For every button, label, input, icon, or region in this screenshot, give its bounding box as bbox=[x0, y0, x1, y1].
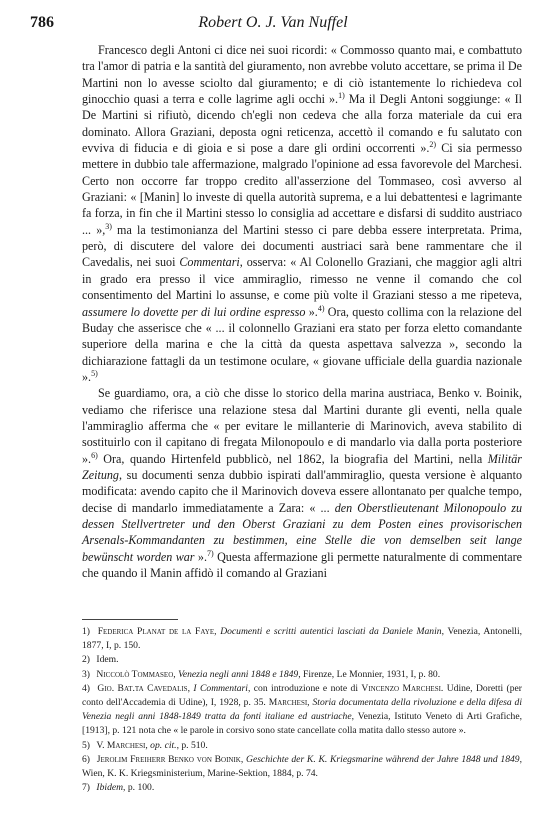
text-run: , su documenti senza dubbio ispirati dall'ammiraglio, questa versione è alquanto modificata: avendo capito che il Marinovich doveva essere allontanato per qualche tempo, decise di mandarlo immediatamente a Zara: « ... bbox=[82, 467, 522, 515]
italic-text: I Commentari bbox=[193, 682, 248, 694]
text-run: , p. 100. bbox=[123, 782, 155, 794]
text-run: Se guardiamo, ora, a ciò che disse lo storico della marina austriaca, Benko v. Boinik, vediamo che riferisce una relazione stesa dal Martini durante gli eventi, nella quale l'ammiraglio afferma che « per evitare le millanterie di Marinovich, aveva stabilito di sostituirlo con il capitano di fregata Milonopoulo e di mandarlo via dalla porta posteriore ». bbox=[82, 386, 522, 466]
text-run: ». bbox=[194, 549, 207, 564]
text-run: Questa affermazione gli permette naturalmente di commentare che quando il Manin affidò il comando al Graziani bbox=[82, 549, 522, 580]
author-name: Jerolim Freiherr Benko von Boinik bbox=[96, 753, 241, 765]
italic-text: Venezia negli anni 1848 e 1849 bbox=[178, 668, 299, 680]
footnote-reference: 1) bbox=[338, 91, 345, 100]
text-run: , Wien, K. K. Kriegsministerium, Marine-Sektion, 1884, p. 74. bbox=[82, 753, 522, 780]
text-run: . Udine, Doretti (per conto dell'Accademia di Udine), I, 1928, p. 35. bbox=[82, 682, 523, 709]
footnote-reference: 2) bbox=[429, 140, 437, 150]
author-name: Marchesi bbox=[268, 697, 308, 709]
footnote-reference: 6) bbox=[91, 450, 98, 460]
paragraph bbox=[82, 42, 522, 385]
text-run: Idem. bbox=[96, 654, 119, 666]
footnotes bbox=[82, 625, 522, 795]
text-run: ma la testimonianza del Martini stesso ci pare debba essere interpretata. Prima, però, di discutere del valore dei documenti austriaci sarà bene rammentare che il Cavedalis, nei suoi bbox=[82, 222, 522, 270]
footnote-reference: 4) bbox=[317, 303, 325, 313]
author-name: V. Marchesi bbox=[96, 739, 146, 751]
italic-text: Ibidem bbox=[96, 782, 124, 794]
italic-text: Geschichte der K. K. Kriegsmarine während der Jahre 1848 und 1849 bbox=[246, 753, 520, 765]
author-name: Vincenzo Marchesi bbox=[361, 682, 441, 694]
text-run: , p. 510. bbox=[176, 739, 208, 751]
text-run: , bbox=[173, 668, 179, 680]
italic-text: den Oberstlieutenant Milonopoulo zu dessen Stellvertreter und den Oberst Graziani zu dem Posten eines provisorischen Arsenals-Kommandanten zu bestimmen, eine Stelle die von demselben seit lange bewünscht worden war bbox=[82, 500, 522, 564]
text-run: , bbox=[240, 753, 247, 765]
footnote-number: 5) bbox=[82, 739, 90, 751]
footnote bbox=[82, 668, 522, 682]
footnote bbox=[82, 781, 522, 795]
italic-text: op. cit. bbox=[150, 739, 177, 751]
text-run: , con introduzione e note di bbox=[247, 682, 362, 694]
footnote-number: 6) bbox=[82, 753, 90, 765]
running-title: Robert O. J. Van Nuffel bbox=[198, 14, 348, 31]
italic-text: Documenti e scritti autentici lasciati da Daniele Manin bbox=[220, 626, 442, 637]
body-text bbox=[82, 42, 522, 581]
footnote-number: 4) bbox=[82, 682, 90, 694]
footnote bbox=[82, 653, 522, 667]
author-name: Niccolò Tommaseo bbox=[96, 668, 174, 680]
italic-text: Commentari bbox=[179, 255, 240, 270]
text-run: , bbox=[145, 739, 151, 751]
italic-text: Militär Zeitung bbox=[82, 451, 522, 482]
footnote-reference: 5) bbox=[91, 368, 98, 378]
footnote bbox=[82, 753, 522, 781]
footnote-number: 2) bbox=[82, 654, 90, 666]
footnote-number: 3) bbox=[82, 668, 90, 680]
text-run: ». bbox=[305, 304, 318, 319]
paragraph bbox=[82, 385, 522, 581]
footnote bbox=[82, 625, 522, 653]
footnote-number: 1) bbox=[82, 626, 90, 637]
text-run: , bbox=[307, 697, 313, 709]
text-run: , Firenze, Le Monnier, 1931, I, p. 80. bbox=[298, 668, 441, 680]
footnote-reference: 3) bbox=[105, 221, 112, 231]
text-run: , Venezia, Antonelli, 1877, I, p. 150. bbox=[82, 626, 523, 652]
text-run: , bbox=[214, 626, 221, 637]
footnote bbox=[82, 682, 522, 739]
text-run: , bbox=[187, 682, 194, 694]
footnote-divider bbox=[82, 619, 178, 620]
text-run: Ma il Degli Antoni soggiunge: « Il De Martini si rifiutò, dicendo ch'egli non cedeva che alla forza materiale da cui era dominato. Allora Graziani, deposta ogni reticenza, accettò il comando e fu salutato con evviva di fiducia e di gioia e si pose a dare gli ordini occorrenti ». bbox=[82, 92, 522, 156]
author-name: Federica Planat de la Faye bbox=[97, 626, 215, 637]
text-run: Ci sia permesso mettere in dubbio tale affermazione, malgrado l'opinione ad essa favorevole del Marchesi. Certo non occorre far troppo credito all'asserzione del Tommaseo, così avverso al Graziani: « [Manin] lo investe di quella autorità suprema, e a lui debattentesi e lagrimante fa forza, in fin che il Martini stesso lo consiglia ad accettare e disfarsi di suddito austriaco ... », bbox=[82, 141, 522, 237]
author-name: Gio. Bat.ta Cavedalis bbox=[97, 682, 188, 694]
page-number: 786 bbox=[30, 14, 54, 31]
italic-text: assumere lo dovette per di lui ordine espresso bbox=[82, 304, 306, 319]
footnote-reference: 7) bbox=[207, 548, 214, 558]
text-run: Ora, questo collima con la relazione del Buday che asserisce che « ... il colonnello Graziani era stato per forza eletto comandante superiore della marina e che la città da questa aspettava salvezza », secondo la dichiarazione fattagli da un testimone oculare, « giovane ufficiale della guardia nazionale ». bbox=[82, 304, 522, 384]
text-run: Ora, quando Hirtenfeld pubblicò, nel 1862, la biografia del Martini, nella bbox=[97, 451, 488, 466]
footnote bbox=[82, 739, 522, 753]
footnote-number: 7) bbox=[82, 782, 90, 794]
italic-text: Storia documentata della rivoluzione e della difesa di Venezia negli anni 1848-1849 tratta da fonti italiane ed austriache bbox=[82, 697, 522, 723]
text-run: , osserva: « Al Colonello Graziani, che maggior agli altri in grado era presso il vice ammiraglio, rimesso ne venne il comando che col consentimento del Martini lo assunse, e come più volte il Graziani stesso a me ripeteva, bbox=[82, 255, 523, 303]
text-run: , Venezia, Istituto Veneto di Arti Grafiche, [1913], p. 121 nota che « le parole in corsivo sono state cancellate colla matita dallo stesso autore ». bbox=[82, 711, 522, 737]
text-run: Francesco degli Antoni ci dice nei suoi ricordi: « Commosso quanto mai, e combattuto tra l'amor di patria e la santità del giuramento, non avrebbe voluto accettare, se prima il De Martini non lo avesse sciolto dal giuramento; e di ciò istantemente lo richiedeva col ginocchio quasi a terra e colle lagrime agli occhi ». bbox=[82, 43, 522, 107]
page-header bbox=[30, 14, 516, 36]
